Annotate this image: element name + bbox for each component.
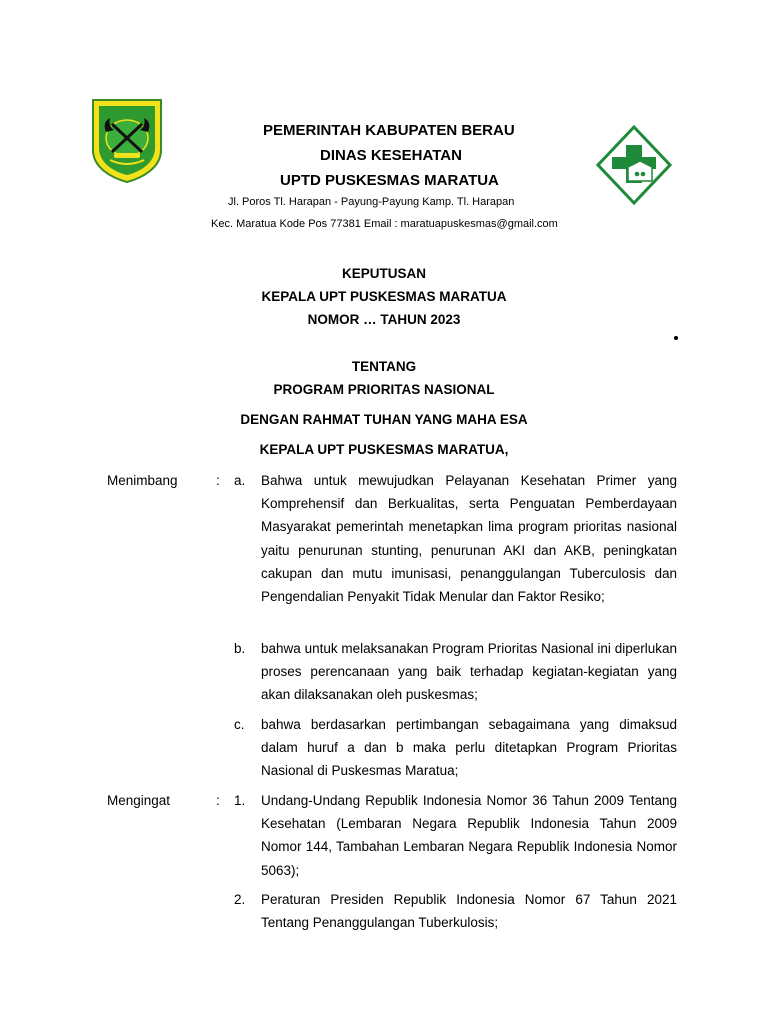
kabupaten-berau-emblem-icon	[90, 98, 164, 184]
mengingat-label: Mengingat	[107, 793, 171, 808]
menimbang-item-c-text: bahwa berdasarkan pertimbangan sebagaimana yang dimaksud dalam huruf a dan b maka perlu ditetapkan Program Prioritas Nasional di Puskesmas Maratua;	[261, 717, 677, 779]
decree-subject: PROGRAM PRIORITAS NASIONAL	[273, 382, 495, 397]
decree-issuer: KEPALA UPT PUSKESMAS MARATUA	[261, 289, 507, 304]
mengingat-colon: :	[216, 793, 220, 808]
puskesmas-logo-icon	[596, 125, 672, 205]
menimbang-item-c-marker: c.	[234, 717, 245, 732]
menimbang-item-a-text: Bahwa untuk mewujudkan Pelayanan Kesehatan Primer yang Komprehensif dan Berkualitas, serta Penguatan Pemberdayaan Masyarakat pemerintah menetapkan lima program prioritas nasional yaitu penurunan stunting, penurunan AKI dan AKB, peningkatan cakupan dan mutu imunisasi, penanggulangan Tuberculosis dan Pengendalian Penyakit Tidak Menular dan Faktor Resiko;	[261, 473, 677, 605]
letterhead-institution: UPTD PUSKESMAS MARATUA	[280, 172, 499, 189]
letterhead-contact: Kec. Maratua Kode Pos 77381 Email : maratuapuskesmas@gmail.com	[211, 218, 558, 230]
menimbang-item-a-marker: a.	[234, 473, 246, 488]
decree-about-label: TENTANG	[351, 359, 417, 374]
decree-type: KEPUTUSAN	[341, 266, 426, 281]
menimbang-item-b-text: bahwa untuk melaksanakan Program Prioritas Nasional ini diperlukan proses perencanaan yang baik terhadap kegiatan-kegiatan yang akan dilaksanakan oleh puskesmas;	[261, 641, 677, 703]
mengingat-item-2-marker: 2.	[234, 892, 246, 907]
menimbang-item-b-marker: b.	[234, 641, 246, 656]
mengingat-item-1-marker: 1.	[234, 793, 246, 808]
letterhead-department: DINAS KESEHATAN	[320, 147, 462, 164]
dot-mark	[674, 336, 678, 340]
decree-invocation: DENGAN RAHMAT TUHAN YANG MAHA ESA	[240, 412, 528, 427]
mengingat-item-1-text: Undang-Undang Republik Indonesia Nomor 36 Tahun 2009 Tentang Kesehatan (Lembaran Negara Republik Indonesia Tahun 2009 Nomor 144, Tambahan Lembaran Negara Republik Indonesia Nomor 5063);	[261, 793, 677, 878]
letterhead-government: PEMERINTAH KABUPATEN BERAU	[263, 122, 515, 139]
menimbang-label: Menimbang	[107, 473, 178, 488]
letterhead-address: Jl. Poros Tl. Harapan - Payung-Payung Kamp. Tl. Harapan	[228, 196, 515, 208]
mengingat-item-2-text: Peraturan Presiden Republik Indonesia Nomor 67 Tahun 2021 Tentang Penanggulangan Tuberkulosis;	[261, 892, 677, 931]
decree-issuer-comma: KEPALA UPT PUSKESMAS MARATUA,	[259, 442, 509, 457]
decree-number: NOMOR … TAHUN 2023	[307, 312, 461, 327]
menimbang-colon: :	[216, 473, 220, 488]
